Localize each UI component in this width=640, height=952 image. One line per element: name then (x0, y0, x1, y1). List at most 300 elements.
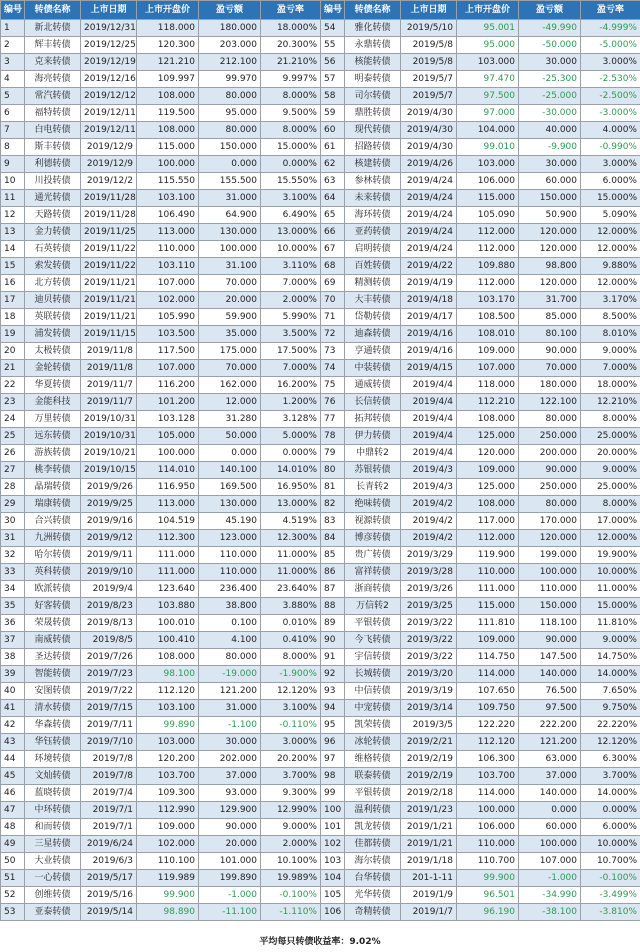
profit-loss-left: 80.000 (199, 649, 261, 666)
listing-date-left: 2019/12/9 (81, 139, 137, 156)
bond-name-right: 雅化转债 (345, 20, 401, 37)
bond-no-right: 93 (321, 683, 345, 700)
listing-date-right: 2019/3/26 (401, 581, 457, 598)
profit-rate-right: 8.500% (581, 309, 640, 326)
bond-name-right: 参林转债 (345, 173, 401, 190)
open-price-right: 109.750 (457, 700, 519, 717)
bond-name-right: 永鼎转债 (345, 37, 401, 54)
bond-name-left: 新北转债 (25, 20, 81, 37)
listing-date-left: 2019/9/4 (81, 581, 137, 598)
bond-no-left: 27 (1, 462, 25, 479)
open-price-right: 115.000 (457, 190, 519, 207)
bond-no-right: 100 (321, 802, 345, 819)
bond-name-left: 北方转债 (25, 275, 81, 292)
table-row (1, 411, 640, 428)
bond-name-left: 海亮转债 (25, 71, 81, 88)
table-row (1, 241, 640, 258)
bond-name-left: 蓝晓转债 (25, 785, 81, 802)
bond-no-right: 79 (321, 445, 345, 462)
profit-loss-right: 250.000 (519, 428, 581, 445)
profit-loss-right: 140.000 (519, 785, 581, 802)
profit-rate-right: 25.000% (581, 428, 640, 445)
profit-loss-left: 155.500 (199, 173, 261, 190)
listing-date-right: 2019/5/7 (401, 88, 457, 105)
bond-name-right: 贵广转债 (345, 547, 401, 564)
listing-date-right: 2019/3/29 (401, 547, 457, 564)
profit-rate-left: 5.990% (261, 309, 321, 326)
bond-no-left: 32 (1, 547, 25, 564)
profit-rate-right: 3.170% (581, 292, 640, 309)
open-price-right: 110.700 (457, 853, 519, 870)
listing-date-right: 2019/2/18 (401, 785, 457, 802)
listing-date-right: 2019/4/16 (401, 326, 457, 343)
profit-rate-right: 8.000% (581, 411, 640, 428)
open-price-left: 120.200 (137, 751, 199, 768)
table-row (1, 530, 640, 547)
bond-no-right: 64 (321, 190, 345, 207)
open-price-left: 120.300 (137, 37, 199, 54)
listing-date-left: 2019/10/15 (81, 462, 137, 479)
listing-date-right: 2019/4/30 (401, 105, 457, 122)
profit-rate-left: 7.000% (261, 360, 321, 377)
bond-name-left: 索发转债 (25, 258, 81, 275)
listing-date-left: 2019/11/28 (81, 207, 137, 224)
open-price-right: 97.470 (457, 71, 519, 88)
profit-loss-right: 97.500 (519, 700, 581, 717)
open-price-left: 116.200 (137, 377, 199, 394)
header-pl-right: 盈亏额 (519, 1, 581, 20)
profit-rate-left: 2.000% (261, 292, 321, 309)
listing-date-left: 2019/11/22 (81, 241, 137, 258)
listing-date-right: 2019/4/24 (401, 224, 457, 241)
bond-no-left: 15 (1, 258, 25, 275)
profit-rate-right: -3.810% (581, 904, 640, 921)
bond-no-right: 74 (321, 360, 345, 377)
bond-no-left: 44 (1, 751, 25, 768)
profit-loss-right: 122.100 (519, 394, 581, 411)
bond-name-left: 天路转债 (25, 207, 81, 224)
listing-date-left: 2019/7/8 (81, 768, 137, 785)
bond-name-right: 联泰转债 (345, 768, 401, 785)
bond-no-left: 37 (1, 632, 25, 649)
header-date-left: 上市日期 (81, 1, 137, 20)
profit-rate-left: 5.000% (261, 428, 321, 445)
open-price-right: 107.650 (457, 683, 519, 700)
listing-date-left: 2019/11/21 (81, 292, 137, 309)
listing-date-left: 2019/12/11 (81, 105, 137, 122)
bond-no-left: 29 (1, 496, 25, 513)
bond-no-left: 43 (1, 734, 25, 751)
bond-name-right: 平银转债 (345, 615, 401, 632)
bond-no-right: 62 (321, 156, 345, 173)
profit-rate-right: 12.000% (581, 275, 640, 292)
listing-date-left: 2019/9/25 (81, 496, 137, 513)
open-price-right: 103.700 (457, 768, 519, 785)
bond-name-left: 利德转债 (25, 156, 81, 173)
open-price-left: 103.880 (137, 598, 199, 615)
profit-loss-left: 140.100 (199, 462, 261, 479)
listing-date-left: 2019/11/7 (81, 377, 137, 394)
profit-loss-right: -50.000 (519, 37, 581, 54)
bond-no-right: 59 (321, 105, 345, 122)
bond-name-left: 中环转债 (25, 802, 81, 819)
open-price-right: 109.000 (457, 462, 519, 479)
listing-date-right: 2019/3/22 (401, 649, 457, 666)
open-price-left: 113.000 (137, 224, 199, 241)
bond-no-left: 45 (1, 768, 25, 785)
profit-rate-left: 11.000% (261, 547, 321, 564)
profit-rate-right: 10.700% (581, 853, 640, 870)
open-price-left: 109.997 (137, 71, 199, 88)
bond-name-right: 平银转债 (345, 785, 401, 802)
bond-no-left: 52 (1, 887, 25, 904)
bond-name-left: 瑞康转债 (25, 496, 81, 513)
listing-date-right: 2019/3/5 (401, 717, 457, 734)
open-price-right: 96.190 (457, 904, 519, 921)
profit-rate-left: -0.110% (261, 717, 321, 734)
open-price-left: 103.100 (137, 190, 199, 207)
bond-no-right: 72 (321, 326, 345, 343)
open-price-left: 115.550 (137, 173, 199, 190)
profit-loss-right: 63.000 (519, 751, 581, 768)
bond-name-left: 安图转债 (25, 683, 81, 700)
profit-rate-right: 7.650% (581, 683, 640, 700)
bond-name-right: 苏银转债 (345, 462, 401, 479)
bond-no-right: 69 (321, 275, 345, 292)
profit-rate-left: 8.000% (261, 649, 321, 666)
header-rate-left: 盈亏率 (261, 1, 321, 20)
open-price-left: 110.000 (137, 241, 199, 258)
profit-loss-left: 70.000 (199, 275, 261, 292)
bond-name-left: 晶瑞转债 (25, 479, 81, 496)
profit-loss-left: 100.000 (199, 241, 261, 258)
bond-name-left: 川投转债 (25, 173, 81, 190)
listing-date-right: 2019/4/24 (401, 173, 457, 190)
bond-name-right: 富祥转债 (345, 564, 401, 581)
open-price-left: 102.000 (137, 836, 199, 853)
open-price-right: 108.000 (457, 496, 519, 513)
profit-loss-right: 60.000 (519, 173, 581, 190)
table-row (1, 377, 640, 394)
open-price-left: 109.300 (137, 785, 199, 802)
profit-loss-right: 60.000 (519, 819, 581, 836)
profit-rate-left: 14.010% (261, 462, 321, 479)
bond-no-right: 61 (321, 139, 345, 156)
open-price-left: 104.519 (137, 513, 199, 530)
listing-date-left: 2019/9/16 (81, 513, 137, 530)
open-price-right: 103.000 (457, 156, 519, 173)
table-row (1, 207, 640, 224)
profit-loss-left: 37.000 (199, 768, 261, 785)
open-price-right: 104.000 (457, 122, 519, 139)
profit-loss-right: -25.300 (519, 71, 581, 88)
open-price-left: 105.000 (137, 428, 199, 445)
open-price-left: 111.000 (137, 564, 199, 581)
listing-date-left: 2019/8/5 (81, 632, 137, 649)
profit-loss-right: -1.000 (519, 870, 581, 887)
bond-no-right: 56 (321, 54, 345, 71)
bond-name-right: 中装转债 (345, 360, 401, 377)
bond-no-left: 16 (1, 275, 25, 292)
profit-loss-left: 59.900 (199, 309, 261, 326)
profit-rate-left: 3.100% (261, 700, 321, 717)
bond-name-left: 太极转债 (25, 343, 81, 360)
bond-no-left: 40 (1, 683, 25, 700)
open-price-left: 106.490 (137, 207, 199, 224)
profit-loss-left: 130.000 (199, 224, 261, 241)
open-price-right: 114.000 (457, 785, 519, 802)
open-price-right: 125.000 (457, 479, 519, 496)
bond-name-right: 海环转债 (345, 207, 401, 224)
table-row (1, 326, 640, 343)
table-row (1, 122, 640, 139)
listing-date-left: 2019/12/9 (81, 156, 137, 173)
profit-rate-left: 9.997% (261, 71, 321, 88)
table-row (1, 462, 640, 479)
profit-rate-right: 5.090% (581, 207, 640, 224)
bond-name-left: 合兴转债 (25, 513, 81, 530)
bond-name-right: 精测转债 (345, 275, 401, 292)
profit-loss-left: 110.000 (199, 547, 261, 564)
listing-date-left: 2019/11/8 (81, 343, 137, 360)
profit-loss-left: -1.100 (199, 717, 261, 734)
bond-no-right: 77 (321, 411, 345, 428)
profit-loss-right: 90.000 (519, 632, 581, 649)
header-row (1, 1, 640, 20)
listing-date-right: 2019/5/8 (401, 37, 457, 54)
bond-name-left: 大业转债 (25, 853, 81, 870)
bond-name-left: 创维转债 (25, 887, 81, 904)
profit-rate-right: -3.000% (581, 105, 640, 122)
profit-loss-left: 35.000 (199, 326, 261, 343)
profit-loss-right: -49.990 (519, 20, 581, 37)
bond-no-right: 58 (321, 88, 345, 105)
table-row (1, 292, 640, 309)
table-row (1, 615, 640, 632)
bond-name-left: 常汽转债 (25, 88, 81, 105)
profit-loss-right: 120.000 (519, 275, 581, 292)
profit-rate-right: 6.300% (581, 751, 640, 768)
bond-name-right: 迪森转债 (345, 326, 401, 343)
table-row (1, 887, 640, 904)
bond-no-left: 23 (1, 394, 25, 411)
bond-no-right: 103 (321, 853, 345, 870)
profit-loss-left: 0.100 (199, 615, 261, 632)
bond-no-right: 85 (321, 547, 345, 564)
profit-loss-right: 40.000 (519, 122, 581, 139)
profit-loss-right: 147.500 (519, 649, 581, 666)
listing-date-right: 2019/3/20 (401, 666, 457, 683)
profit-rate-right: 12.120% (581, 734, 640, 751)
header-price-left: 上市开盘价 (137, 1, 199, 20)
bond-name-right: 通威转债 (345, 377, 401, 394)
profit-loss-left: 101.000 (199, 853, 261, 870)
bond-no-right: 90 (321, 632, 345, 649)
open-price-right: 105.090 (457, 207, 519, 224)
profit-rate-right: 15.000% (581, 190, 640, 207)
bond-name-right: 未来转债 (345, 190, 401, 207)
table-row (1, 88, 640, 105)
bond-name-right: 明泰转债 (345, 71, 401, 88)
listing-date-left: 2019/12/19 (81, 54, 137, 71)
profit-rate-right: -0.990% (581, 139, 640, 156)
profit-rate-right: 10.000% (581, 836, 640, 853)
listing-date-right: 2019/4/3 (401, 462, 457, 479)
bond-no-left: 41 (1, 700, 25, 717)
profit-loss-left: 130.000 (199, 496, 261, 513)
profit-loss-right: 50.900 (519, 207, 581, 224)
profit-loss-left: 80.000 (199, 88, 261, 105)
profit-rate-left: 0.000% (261, 445, 321, 462)
open-price-left: 117.500 (137, 343, 199, 360)
table-row (1, 717, 640, 734)
listing-date-right: 2019/4/3 (401, 479, 457, 496)
open-price-left: 111.000 (137, 547, 199, 564)
profit-loss-right: 150.000 (519, 598, 581, 615)
bond-no-right: 106 (321, 904, 345, 921)
listing-date-right: 2019/3/22 (401, 632, 457, 649)
table-row (1, 173, 640, 190)
profit-rate-left: 16.950% (261, 479, 321, 496)
open-price-left: 105.990 (137, 309, 199, 326)
bond-no-left: 51 (1, 870, 25, 887)
bond-no-left: 5 (1, 88, 25, 105)
open-price-right: 107.000 (457, 360, 519, 377)
profit-loss-left: 31.100 (199, 258, 261, 275)
profit-rate-right: -2.500% (581, 88, 640, 105)
profit-loss-left: 202.000 (199, 751, 261, 768)
profit-loss-right: -38.100 (519, 904, 581, 921)
bond-no-right: 63 (321, 173, 345, 190)
bond-no-left: 1 (1, 20, 25, 37)
profit-loss-left: 64.900 (199, 207, 261, 224)
open-price-left: 99.890 (137, 717, 199, 734)
bond-name-right: 绝味转债 (345, 496, 401, 513)
profit-rate-right: 6.000% (581, 173, 640, 190)
bond-no-left: 48 (1, 819, 25, 836)
listing-date-right: 2019/4/4 (401, 394, 457, 411)
bond-name-left: 哈尔转债 (25, 547, 81, 564)
bond-no-right: 57 (321, 71, 345, 88)
profit-rate-left: 12.300% (261, 530, 321, 547)
listing-date-right: 2019/1/9 (401, 887, 457, 904)
open-price-left: 123.640 (137, 581, 199, 598)
bond-no-right: 70 (321, 292, 345, 309)
bond-no-left: 11 (1, 190, 25, 207)
bond-name-right: 海尔转债 (345, 853, 401, 870)
bond-name-left: 远东转债 (25, 428, 81, 445)
profit-loss-right: 120.000 (519, 224, 581, 241)
open-price-right: 108.010 (457, 326, 519, 343)
profit-rate-left: 10.100% (261, 853, 321, 870)
bond-no-right: 55 (321, 37, 345, 54)
profit-rate-left: 15.000% (261, 139, 321, 156)
bond-no-right: 78 (321, 428, 345, 445)
bond-name-right: 凯荣转债 (345, 717, 401, 734)
listing-date-left: 2019/7/4 (81, 785, 137, 802)
bond-no-left: 19 (1, 326, 25, 343)
profit-loss-left: 175.000 (199, 343, 261, 360)
profit-rate-left: -0.100% (261, 887, 321, 904)
bond-no-left: 34 (1, 581, 25, 598)
bond-no-left: 25 (1, 428, 25, 445)
profit-rate-left: 0.410% (261, 632, 321, 649)
listing-date-left: 2019/7/11 (81, 717, 137, 734)
bond-no-right: 86 (321, 564, 345, 581)
bond-no-left: 6 (1, 105, 25, 122)
table-row (1, 904, 640, 921)
profit-loss-right: 120.000 (519, 241, 581, 258)
table-row (1, 139, 640, 156)
bond-no-left: 26 (1, 445, 25, 462)
bond-no-right: 101 (321, 819, 345, 836)
listing-date-right: 2019/4/24 (401, 241, 457, 258)
listing-date-right: 2019/4/18 (401, 292, 457, 309)
profit-rate-right: -5.000% (581, 37, 640, 54)
open-price-left: 103.100 (137, 700, 199, 717)
bond-name-left: 金力转债 (25, 224, 81, 241)
open-price-right: 106.000 (457, 173, 519, 190)
profit-loss-right: -30.000 (519, 105, 581, 122)
table-row (1, 785, 640, 802)
bond-no-left: 4 (1, 71, 25, 88)
bond-no-left: 10 (1, 173, 25, 190)
profit-rate-right: 12.000% (581, 530, 640, 547)
profit-rate-left: 3.000% (261, 734, 321, 751)
listing-date-left: 2019/9/12 (81, 530, 137, 547)
profit-loss-right: -25.000 (519, 88, 581, 105)
open-price-right: 115.000 (457, 598, 519, 615)
open-price-right: 97.000 (457, 105, 519, 122)
profit-rate-left: 3.880% (261, 598, 321, 615)
open-price-right: 122.220 (457, 717, 519, 734)
table-row (1, 836, 640, 853)
open-price-left: 119.500 (137, 105, 199, 122)
table-row (1, 734, 640, 751)
profit-rate-right: 9.000% (581, 343, 640, 360)
listing-date-right: 2019/3/14 (401, 700, 457, 717)
bond-no-right: 80 (321, 462, 345, 479)
bond-name-left: 桃李转债 (25, 462, 81, 479)
open-price-left: 107.000 (137, 360, 199, 377)
table-row (1, 343, 640, 360)
bond-no-right: 82 (321, 496, 345, 513)
open-price-right: 109.000 (457, 343, 519, 360)
profit-rate-right: 14.750% (581, 649, 640, 666)
bond-name-right: 伊力转债 (345, 428, 401, 445)
bond-no-right: 96 (321, 734, 345, 751)
profit-loss-left: 31.000 (199, 700, 261, 717)
profit-rate-left: 15.550% (261, 173, 321, 190)
table-row (1, 496, 640, 513)
average-return-summary: 平均每只转债收益率：9.02% (0, 932, 640, 952)
listing-date-left: 2019/12/31 (81, 20, 137, 37)
bond-name-left: 好客转债 (25, 598, 81, 615)
profit-rate-right: 17.000% (581, 513, 640, 530)
bond-name-right: 核能转债 (345, 54, 401, 71)
profit-loss-left: 95.000 (199, 105, 261, 122)
profit-loss-left: 110.000 (199, 564, 261, 581)
bond-name-left: 通光转债 (25, 190, 81, 207)
open-price-right: 112.000 (457, 224, 519, 241)
profit-loss-right: 107.000 (519, 853, 581, 870)
profit-rate-left: -1.110% (261, 904, 321, 921)
header-no-left: 编号 (1, 1, 25, 20)
open-price-left: 109.000 (137, 819, 199, 836)
bond-no-right: 95 (321, 717, 345, 734)
profit-rate-left: 3.700% (261, 768, 321, 785)
profit-loss-right: -34.990 (519, 887, 581, 904)
